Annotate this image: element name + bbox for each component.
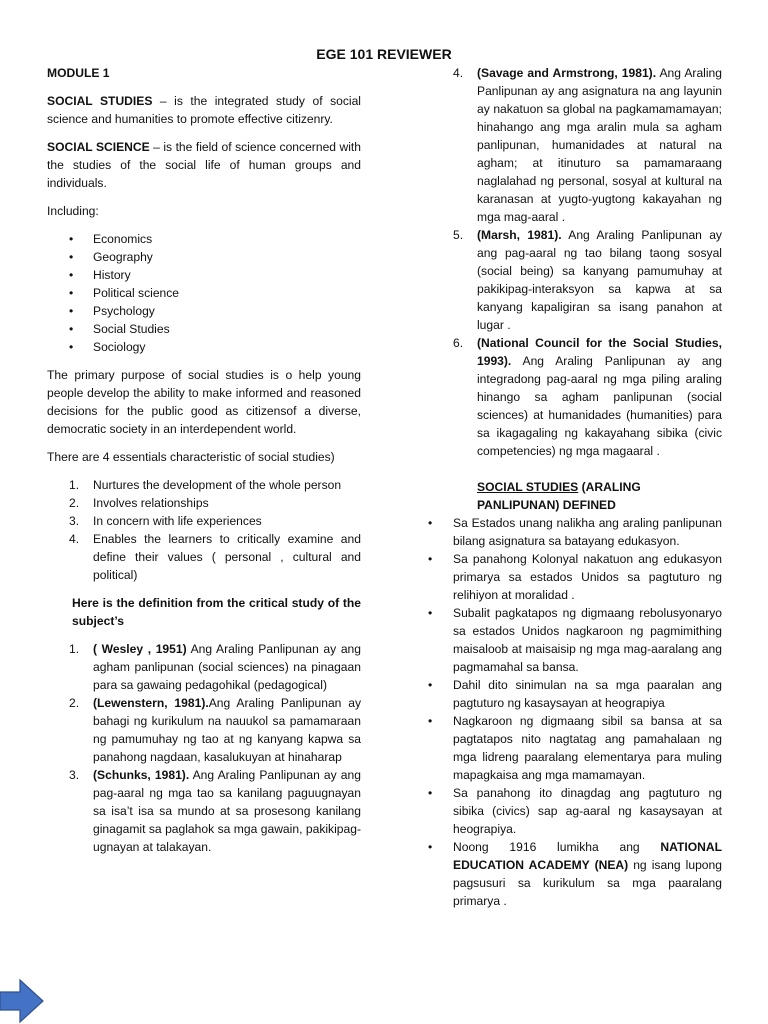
module-heading: MODULE 1 <box>47 66 110 80</box>
social-science-definition: SOCIAL SCIENCE – is the field of science concerned with the studies of the social life of human groups and individuals. <box>47 140 361 190</box>
list-item: • Sa Estados unang nalikha ang araling panlipunan bilang asignatura sa batayang edukasyon. <box>422 514 722 550</box>
social-studies-definition: SOCIAL STUDIES – is the integrated study of social science and humanities to promote effective citizenry. <box>47 94 361 126</box>
definitions-list-continued <box>422 64 722 460</box>
list-item: 4. Enables the learners to critically examine and define their values ( personal , cultural and political) <box>69 532 361 582</box>
purpose-paragraph: The primary purpose of social studies is o help young people develop the ability to make informed and reasoned decisions for the public good as citizensof a diverse, democratic society in an interdependent world. <box>47 368 361 436</box>
history-bullets <box>422 514 722 910</box>
list-item: • Dahil dito sinimulan na sa mga paaralan ang pagtuturo ng kasaysayan at heograpiya <box>422 676 722 712</box>
fields-list <box>47 230 361 356</box>
essentials-list <box>47 476 361 584</box>
definition-heading: Here is the definition from the critical study of the subject’s <box>72 596 361 628</box>
list-item: • Political science <box>47 284 361 302</box>
definitions-list <box>47 640 361 856</box>
list-item: 2. Involves relationships <box>69 496 209 510</box>
list-item: 1. ( Wesley , 1951) Ang Araling Panlipunan ay ang agham panlipunan (social sciences) na pinagaan para sa gawaing pedagohikal (pedagogical) <box>69 642 361 692</box>
essentials-intro: There are 4 essentials characteristic of social studies) <box>47 450 335 464</box>
list-item: • Sa panahong ito dinagdag ang pagtuturo ng sibika (civics) sap ag-aaral ng kasaysayan at heograpiya. <box>422 784 722 838</box>
list-item: 6. (National Council for the Social Studies, 1993). Ang Araling Panlipunan ay ang integradong pag-aaral ng mga piling araling hinango sa agham panlipunan (social sciences) at humanidades (humanities) para sa ikagagaling ng kakayahang sibika (civic competencies) ng mga magaaral . <box>453 336 722 458</box>
section-heading: SOCIAL STUDIES (ARALING PANLIPUNAN) DEFINED <box>477 480 641 512</box>
list-item: 3. (Schunks, 1981). Ang Araling Panlipunan ay ang pag-aaral ng mga tao sa kanilang paguugnayan sa isa’t isa sa mundo at sa prosesong kanilang ginagamit sa paglahok sa mga gawain, pakikipag-ugnayan at talakayan. <box>69 768 361 854</box>
list-item: 5. (Marsh, 1981). Ang Araling Panlipunan ay ang pag-aaral ng tao bilang taong sosyal (social being) sa kanyang pamumuhay at pakikipag-interaksyon sa kapwa at sa kanyang kapaligiran sa isang panahon at lugar . <box>453 228 722 332</box>
list-item: 1. Nurtures the development of the whole person <box>69 478 342 492</box>
list-item: • Nagkaroon ng digmaang sibil sa bansa at sa pagtatapos nito nagtatag ang pamahalaan ng mga lidreng paaralang elementarya para muling mapagkaisa ang mga mamamayan. <box>422 712 722 784</box>
next-page-arrow-icon[interactable] <box>0 978 44 1024</box>
list-item: 4. (Savage and Armstrong, 1981). Ang Araling Panlipunan ay ang asignatura na ang layunin ay nakatuon sa global na pagkamamamayan; hinahango ang mga aralin mula sa agham panlipunan, humanidades at natural na agham; at itinuturo sa pamamaraang naglalahad ng personal, sosyal at kultural na karanasan at yugto-yugtong kakayahan ng mga mag-aaral . <box>453 66 722 224</box>
list-item: 2. (Lewenstern, 1981).Ang Araling Panlipunan ay bahagi ng kurikulum na nauukol sa pamamaraan ng pamumuhay ng tao at ng kanyang kapwa sa panahong nagdaan, kasalukuyan at hinaharap <box>69 696 361 764</box>
including-label: Including: <box>47 204 99 218</box>
list-item: • Sociology <box>47 338 361 356</box>
list-item: • Geography <box>47 248 361 266</box>
document-title: EGE 101 REVIEWER <box>316 46 452 62</box>
arrow-shape <box>0 980 43 1022</box>
list-item: • Psychology <box>47 302 361 320</box>
list-item: • Noong 1916 lumikha ang NATIONAL EDUCATION ACADEMY (NEA) ng isang lupong pagsusuri sa kurikulum sa mga paaralang primarya . <box>422 838 722 910</box>
list-item: • Social Studies <box>47 320 361 338</box>
left-column <box>47 64 361 866</box>
list-item: 3. In concern with life experiences <box>69 514 262 528</box>
right-column <box>422 64 722 910</box>
list-item: • Economics <box>47 230 361 248</box>
list-item: • History <box>47 266 361 284</box>
list-item: • Sa panahong Kolonyal nakatuon ang edukasyon primarya sa estados Unidos sa pagtuturo ng relihiyon at moralidad . <box>422 550 722 604</box>
list-item: • Subalit pagkatapos ng digmaang rebolusyonaryo sa estados Unidos nagkaroon ng pagmimithing maisaloob at maisaisip ng mga mag-aaralang ang pagmamahal sa bansa. <box>422 604 722 676</box>
